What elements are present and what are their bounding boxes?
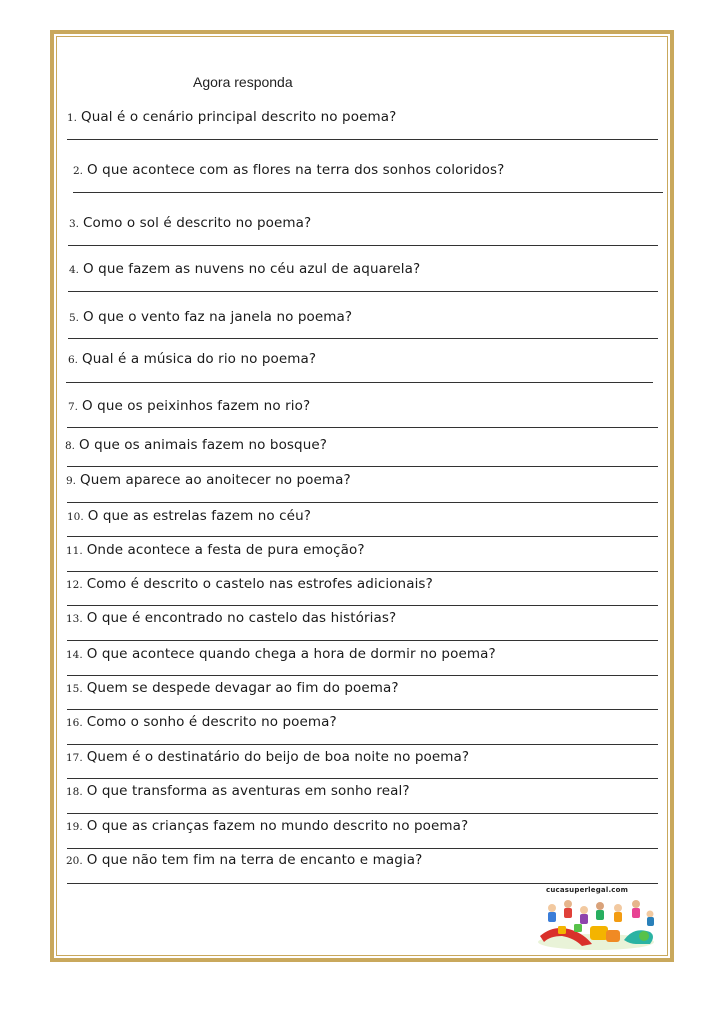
answer-line[interactable]: [67, 427, 658, 428]
answer-line[interactable]: [68, 291, 658, 292]
question-number: 13.: [66, 613, 83, 625]
question-number: 8.: [65, 440, 76, 452]
question-text: [66, 646, 496, 663]
answer-line[interactable]: [67, 778, 658, 779]
question-label: Quem é o destinatário do beijo de boa noite no poema?: [86, 749, 470, 765]
question-number: 15.: [66, 683, 83, 695]
answer-line[interactable]: [67, 571, 658, 572]
question-label: O que fazem as nuvens no céu azul de aquarela?: [83, 261, 421, 277]
question-number: 6.: [68, 354, 79, 366]
question-number: 17.: [66, 752, 83, 764]
question-label: O que as estrelas fazem no céu?: [87, 508, 311, 524]
answer-line[interactable]: [67, 709, 658, 710]
question-number: 19.: [66, 821, 83, 833]
question-label: O que as crianças fazem no mundo descrito no poema?: [86, 818, 469, 834]
question-number: 14.: [66, 649, 83, 661]
question-number: 9.: [66, 475, 77, 487]
question-text: [66, 680, 399, 697]
question-number: 4.: [69, 264, 80, 276]
answer-line[interactable]: [67, 466, 658, 467]
logo-text: cucasuperlegal.com: [546, 886, 629, 894]
question-label: O que o vento faz na janela no poema?: [83, 309, 353, 325]
question-text: [67, 109, 396, 126]
question-text: [66, 610, 396, 627]
question-number: 1.: [67, 112, 78, 124]
answer-line[interactable]: [67, 848, 658, 849]
answer-line[interactable]: [67, 883, 658, 884]
answer-line[interactable]: [67, 675, 658, 676]
question-label: O que acontece com as flores na terra dos sonhos coloridos?: [87, 162, 505, 178]
question-number: 2.: [73, 165, 84, 177]
question-text: [66, 783, 410, 800]
question-text: [69, 309, 352, 326]
worksheet-heading: Agora responda: [193, 74, 293, 90]
question-label: Qual é o cenário principal descrito no poema?: [81, 109, 397, 125]
question-label: Como o sol é descrito no poema?: [83, 215, 312, 231]
question-text: [68, 351, 316, 368]
site-logo: [532, 886, 660, 952]
question-label: O que acontece quando chega a hora de dormir no poema?: [86, 646, 496, 662]
question-label: O que é encontrado no castelo das histórias?: [86, 610, 397, 626]
question-text: [66, 749, 469, 766]
question-number: 7.: [68, 401, 79, 413]
question-text: [66, 576, 433, 593]
answer-line[interactable]: [67, 813, 658, 814]
question-text: [66, 818, 468, 835]
question-text: [66, 714, 337, 731]
question-label: O que transforma as aventuras em sonho real?: [86, 783, 410, 799]
question-label: Como o sonho é descrito no poema?: [86, 714, 337, 730]
answer-line[interactable]: [67, 605, 658, 606]
question-text: [66, 472, 351, 489]
question-number: 16.: [66, 717, 83, 729]
question-label: Quem aparece ao anoitecer no poema?: [80, 472, 351, 488]
answer-line[interactable]: [68, 245, 658, 246]
question-number: 3.: [69, 218, 80, 230]
question-text: [66, 852, 422, 869]
question-number: 12.: [66, 579, 83, 591]
answer-line[interactable]: [67, 139, 658, 140]
question-label: Como é descrito o castelo nas estrofes adicionais?: [86, 576, 433, 592]
kids-illustration-icon: [532, 896, 660, 952]
question-text: [73, 162, 504, 179]
question-label: Onde acontece a festa de pura emoção?: [86, 542, 365, 558]
question-label: O que não tem fim na terra de encanto e magia?: [86, 852, 423, 868]
question-number: 11.: [66, 545, 83, 557]
question-text: [67, 508, 311, 525]
question-label: O que os animais fazem no bosque?: [79, 437, 328, 453]
question-text: [68, 398, 310, 415]
question-text: [69, 215, 311, 232]
question-number: 10.: [67, 511, 84, 523]
question-label: O que os peixinhos fazem no rio?: [82, 398, 311, 414]
question-text: [66, 542, 365, 559]
question-label: Quem se despede devagar ao fim do poema?: [86, 680, 399, 696]
answer-line[interactable]: [66, 382, 653, 383]
question-text: [65, 437, 327, 454]
answer-line[interactable]: [67, 744, 658, 745]
question-number: 5.: [69, 312, 80, 324]
question-number: 20.: [66, 855, 83, 867]
answer-line[interactable]: [67, 502, 658, 503]
answer-line[interactable]: [73, 192, 663, 193]
answer-line[interactable]: [67, 640, 658, 641]
answer-line[interactable]: [67, 536, 658, 537]
question-number: 18.: [66, 786, 83, 798]
question-text: [69, 261, 420, 278]
answer-line[interactable]: [68, 338, 658, 339]
question-label: Qual é a música do rio no poema?: [82, 351, 317, 367]
